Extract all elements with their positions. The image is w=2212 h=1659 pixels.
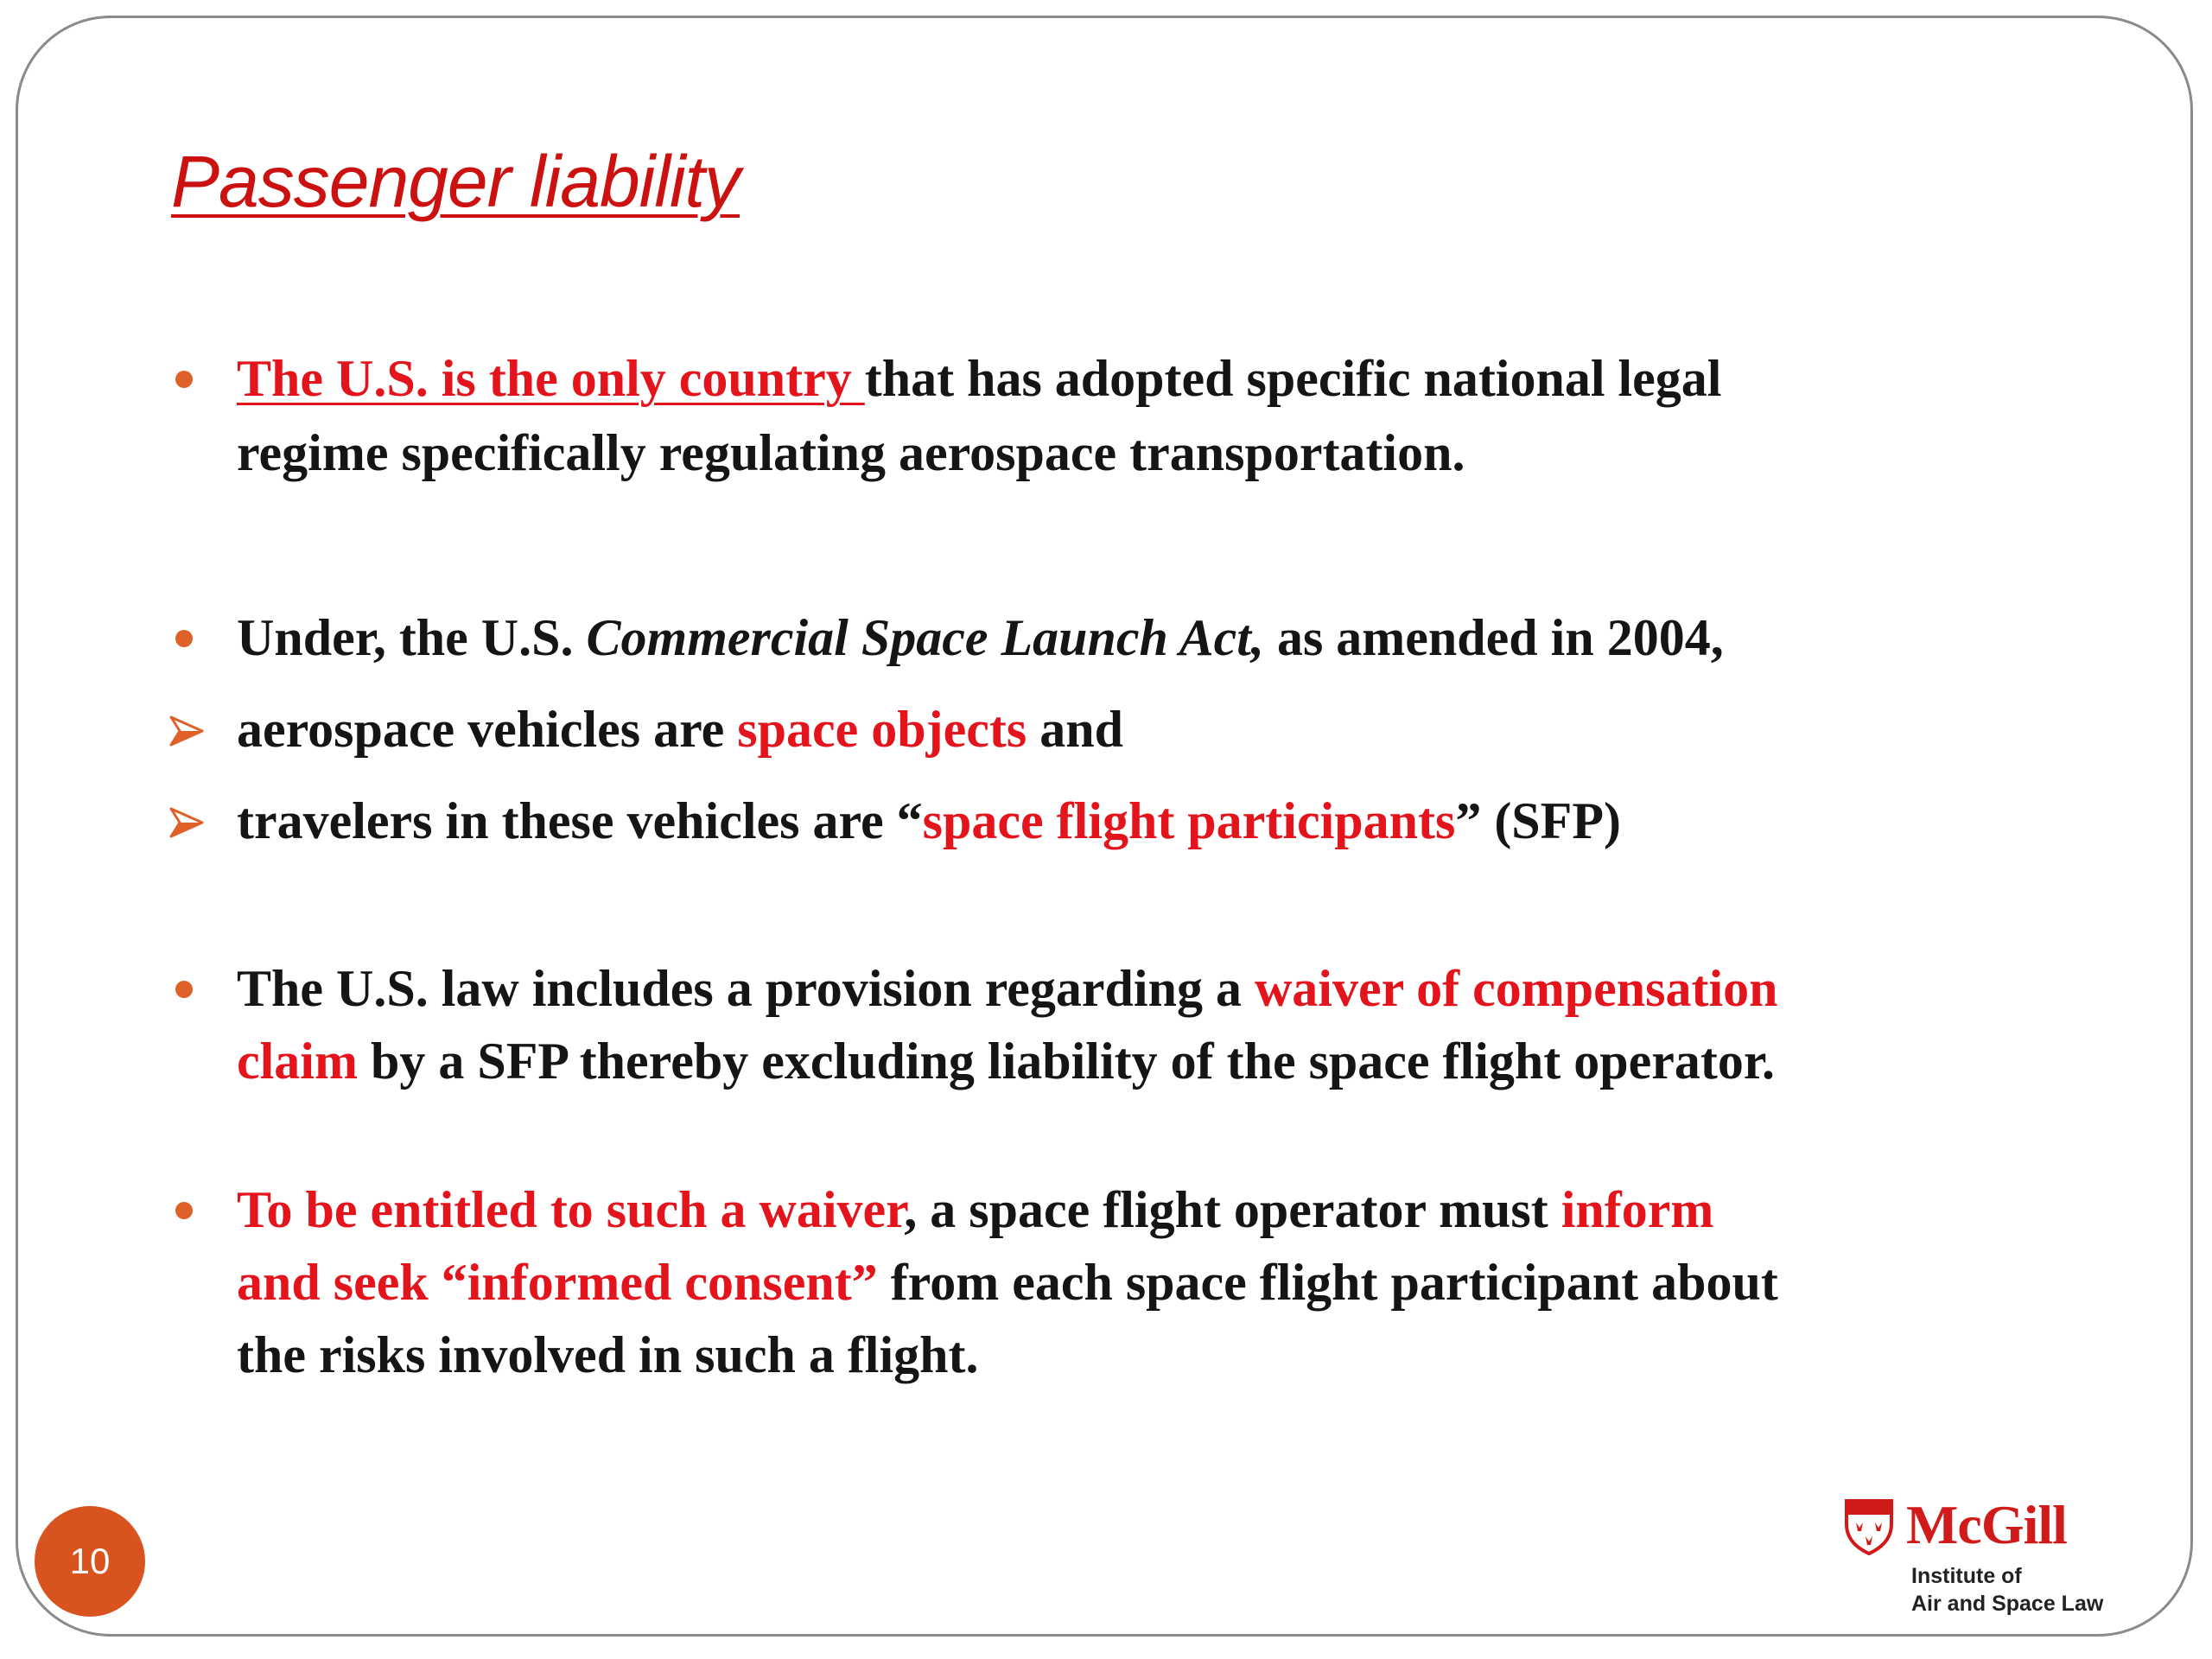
- sub-bullet-1-post: and: [1027, 701, 1123, 758]
- bullet-1-text: that has adopted specific national legal: [864, 350, 1722, 407]
- bullet-dot-icon: [175, 371, 193, 388]
- sub-bullet-1: [237, 701, 1123, 758]
- bullet-2-post: as amended in 2004,: [1263, 609, 1724, 666]
- sub-bullet-1-pre: aerospace vehicles are: [237, 701, 738, 758]
- bullet-1-line-2: regime specifically regulating aerospace transportation.: [237, 424, 1465, 481]
- bullet-3-pre: The U.S. law includes a provision regarding a: [237, 960, 1255, 1017]
- bullet-3-line-1: [237, 960, 1778, 1017]
- bullet-4-text: from each space flight participant about: [877, 1254, 1778, 1311]
- arrow-bullet-icon: [169, 715, 204, 747]
- logo-line-2: Air and Space Law: [1911, 1592, 2104, 1616]
- bullet-dot-icon: [175, 630, 193, 647]
- bullet-2-act-name: Commercial Space Launch Act,: [586, 609, 1264, 666]
- logo-line-1: Institute of: [1911, 1564, 2022, 1588]
- bullet-4-highlight-3: and seek “informed consent”: [237, 1254, 878, 1311]
- sub-bullet-1-highlight: space objects: [737, 701, 1027, 758]
- shield-icon: [1844, 1498, 1894, 1555]
- bullet-3-highlight-2: claim: [237, 1033, 358, 1090]
- logo-name: McGill: [1906, 1494, 2067, 1555]
- bullet-dot-icon: [175, 1202, 193, 1219]
- bullet-3-highlight: waiver of compensation: [1254, 960, 1778, 1017]
- bullet-4-line-1: [237, 1181, 1714, 1238]
- bullet-3-line-2: [237, 1033, 1775, 1090]
- bullet-dot-icon: [175, 981, 193, 998]
- bullet-4-mid: , a space flight operator must: [904, 1181, 1561, 1238]
- bullet-4-highlight-2: inform: [1560, 1181, 1714, 1238]
- sub-bullet-2-highlight: space flight participants: [922, 792, 1456, 849]
- bullet-2-pre: Under, the U.S.: [237, 609, 587, 666]
- bullet-3-text: by a SFP thereby excluding liability of the space flight operator.: [357, 1033, 1775, 1090]
- bullet-4-line-2: [237, 1254, 1778, 1311]
- bullet-1-highlight: The U.S. is the only country: [237, 350, 865, 407]
- sub-bullet-2: [237, 792, 1621, 849]
- arrow-bullet-icon: [169, 807, 204, 838]
- bullet-1-line-1: [237, 350, 1722, 407]
- slide-title: Passenger liability: [171, 141, 741, 222]
- bullet-4-highlight: To be entitled to such a waiver: [237, 1181, 905, 1238]
- sub-bullet-2-pre: travelers in these vehicles are “: [237, 792, 923, 849]
- mcgill-logo: [1844, 1493, 2103, 1623]
- sub-bullet-2-post: ” (SFP): [1455, 792, 1621, 849]
- bullet-4-line-3: the risks involved in such a flight.: [237, 1326, 979, 1383]
- bullet-2-line-1: [237, 609, 1724, 666]
- page-number-badge: 10: [35, 1506, 145, 1617]
